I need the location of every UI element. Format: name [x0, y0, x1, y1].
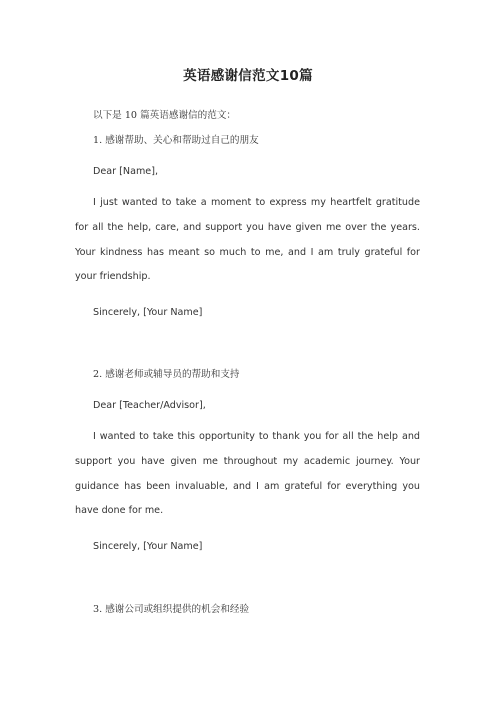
letter-closing: Sincerely, [Your Name] — [93, 541, 203, 552]
letter-heading: 2. 感谢老师或辅导员的帮助和支持 — [93, 369, 240, 380]
letter-body: I just wanted to take a moment to express my heartfelt gratitude for all the help, care, and support you have given me over the years. Your kindness has meant so much to me, and I am truly grateful for your friendship. — [75, 197, 420, 283]
letter-body: I wanted to take this opportunity to thank you for all the help and support you have given me throughout my academic journey. Your guidance has been invaluable, and I am grateful for everything you have done for me. — [75, 431, 420, 517]
letter-salutation: Dear [Teacher/Advisor], — [93, 400, 206, 411]
letter-heading: 1. 感谢帮助、关心和帮助过自己的朋友 — [93, 135, 259, 146]
letter-salutation: Dear [Name], — [93, 166, 159, 177]
letter-closing: Sincerely, [Your Name] — [93, 307, 203, 318]
letter-heading: 3. 感谢公司或组织提供的机会和经验 — [93, 604, 250, 615]
document-title: 英语感谢信范文10篇 — [183, 68, 313, 84]
intro-text: 以下是 10 篇英语感谢信的范文： — [93, 110, 237, 121]
